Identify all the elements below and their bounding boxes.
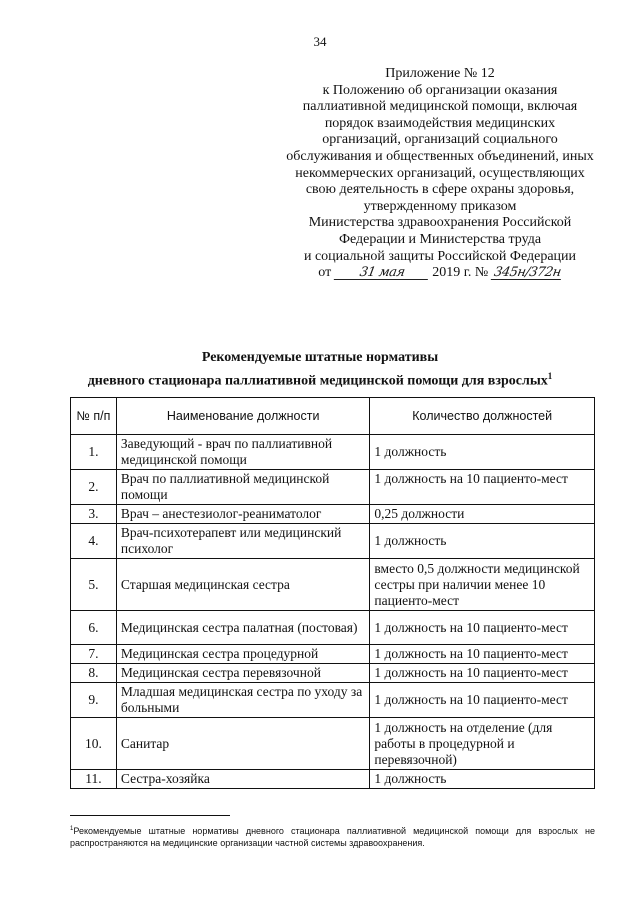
appendix-line: и социальной защиты Российской Федерации [303,248,577,264]
appendix-header [268,66,612,282]
position-count: 0,25 должности [370,505,595,524]
position-name: Медицинская сестра палатная (постовая) [116,611,369,645]
order-year-label: 2019 г. № [432,265,489,281]
row-number: 1. [71,435,117,470]
position-name: Врач по паллиативной медицинской помощи [116,470,369,505]
appendix-line: паллиативной медицинской помощи, включая [302,99,578,115]
position-name: Врач – анестезиолог-реаниматолог [116,505,369,524]
footnote-text: Рекомендуемые штатные нормативы дневного стационара паллиативной медицинской помощи для взрослых не распространяются на медицинские организации частной системы здравоохранения. [70,826,595,848]
table-row [71,559,595,611]
position-name: Медицинская сестра перевязочной [116,664,369,683]
footnote-mark: 1 [70,826,74,832]
row-number: 2. [71,470,117,505]
title-line-1: Рекомендуемые штатные нормативы [201,350,439,365]
position-count: вместо 0,5 должности медицинской сестры при наличии менее 10 пациенто-мест [370,559,595,611]
position-name: Медицинская сестра процедурной [116,645,369,664]
position-count: 1 должность на 10 пациенто-мест [370,611,595,645]
appendix-line: некоммерческих организаций, осуществляющих [295,165,585,181]
header-position-count: Количество должностей [370,398,595,435]
row-number: 7. [71,645,117,664]
table-row [71,664,595,683]
appendix-line: организаций, организаций социального [322,132,558,148]
row-number: 5. [71,559,117,611]
order-number-handwritten: 345н/372н [492,265,562,281]
position-count: 1 должность на 10 пациенто-мест [370,470,595,505]
table-row [71,470,595,505]
row-number: 9. [71,683,117,718]
row-number: 6. [71,611,117,645]
appendix-line: порядок взаимодействия медицинских [324,115,556,131]
position-name: Заведующий - врач по паллиативной медицинской помощи [116,435,369,470]
footnote-divider [70,815,230,816]
header-position-name: Наименование должности [116,398,369,435]
header-number: № п/п [71,398,117,435]
title-line-2-text: дневного стационара паллиативной медицинской помощи для взрослых [87,373,548,389]
row-number: 3. [71,505,117,524]
table-row [71,524,595,559]
title-footnote-mark: 1 [547,371,553,381]
row-number: 8. [71,664,117,683]
table-header-row [71,398,595,435]
position-name: Младшая медицинская сестра по уходу за больными [116,683,369,718]
appendix-line: свою деятельность в сфере охраны здоровья, [305,182,575,198]
table-row [71,435,595,470]
table-row [71,645,595,664]
document-title [0,349,640,391]
appendix-line: Федерации и Министерства труда [338,231,542,247]
page-number: 34 [313,34,327,49]
order-from-label: от [318,265,332,281]
staffing-table [70,397,595,789]
row-number: 11. [71,770,117,789]
appendix-line: Приложение № 12 [385,66,495,81]
table-row [71,718,595,770]
row-number: 4. [71,524,117,559]
appendix-line: Министерства здравоохранения Российской [308,215,572,231]
position-count: 1 должность [370,524,595,559]
table-row [71,611,595,645]
order-date-handwritten: 31 мая [333,266,429,280]
footnote [70,823,595,849]
position-count: 1 должность на 10 пациенто-мест [370,645,595,664]
position-count: 1 должность [370,770,595,789]
table-row [71,683,595,718]
position-name: Сестра-хозяйка [116,770,369,789]
table-row [71,505,595,524]
position-name: Старшая медицинская сестра [116,559,369,611]
table-row [71,770,595,789]
title-line-2 [0,367,640,391]
appendix-line: к Положению об организации оказания [322,82,558,98]
order-signature-line [268,265,612,282]
position-count: 1 должность на 10 пациенто-мест [370,664,595,683]
position-count: 1 должность на 10 пациенто-мест [370,683,595,718]
position-name: Санитар [116,718,369,770]
row-number: 10. [71,718,117,770]
position-count: 1 должность на отделение (для работы в процедурной и перевязочной) [370,718,595,770]
appendix-line: обслуживания и общественных объединений, иных [286,148,594,164]
position-count: 1 должность [370,435,595,470]
appendix-line: утвержденному приказом [363,198,517,214]
position-name: Врач-психотерапевт или медицинский психолог [116,524,369,559]
